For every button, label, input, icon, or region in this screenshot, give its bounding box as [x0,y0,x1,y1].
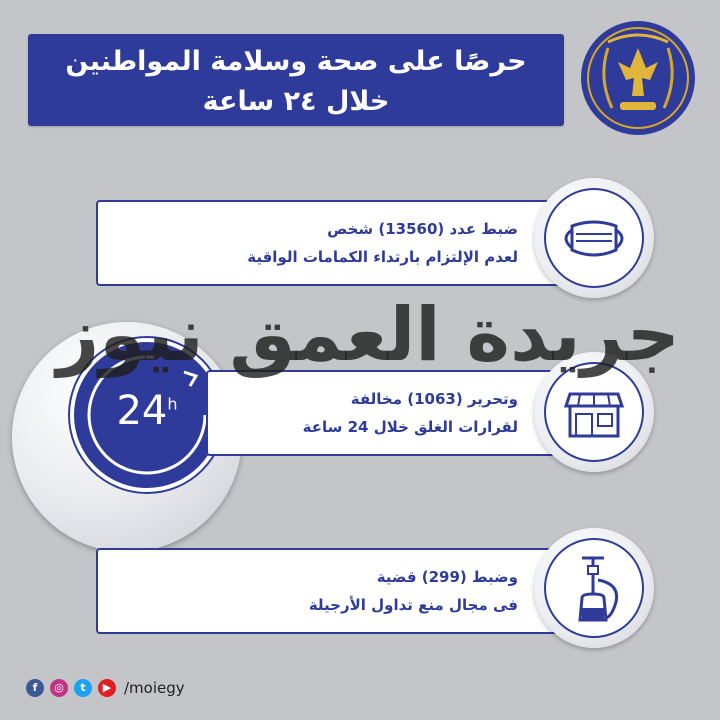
mask-badge [534,178,654,298]
card-masks-line-1: ضبط عدد (13560) شخص [327,220,518,238]
twitter-icon[interactable]: t [74,679,92,697]
watermark: جريدة العمق نيوز [56,292,680,378]
card-masks-line-2: لعدم الإلتزام بارتداء الكمامات الواقية [247,248,518,266]
eagle-emblem-icon [578,18,698,138]
shop-icon [546,364,642,460]
footer-handle[interactable]: /moiegy [124,679,185,697]
footer [26,678,185,698]
title-line-1: حرصًا على صحة وسلامة المواطنين [65,46,527,77]
face-mask-icon [546,190,642,286]
title-line-2: خلال ٢٤ ساعة [202,86,390,117]
card-hookah-line-1: وضبط (299) قضية [376,568,518,586]
facebook-icon[interactable]: f [26,679,44,697]
card-hookah-line-2: فى مجال منع تداول الأرجيلة [308,596,518,614]
card-hookah [96,548,596,634]
clock-sup: h [167,394,178,414]
hookah-badge [534,528,654,648]
instagram-icon[interactable]: ◎ [50,679,68,697]
title-banner [28,34,564,126]
card-masks [96,200,596,286]
card-closures-line-2: لقرارات الغلق خلال 24 ساعة [302,418,518,436]
youtube-icon[interactable]: ▶ [98,679,116,697]
hookah-icon [546,540,642,636]
clock-label: 24 [116,388,168,434]
card-closures-line-1: وتحرير (1063) مخالفة [350,390,518,408]
